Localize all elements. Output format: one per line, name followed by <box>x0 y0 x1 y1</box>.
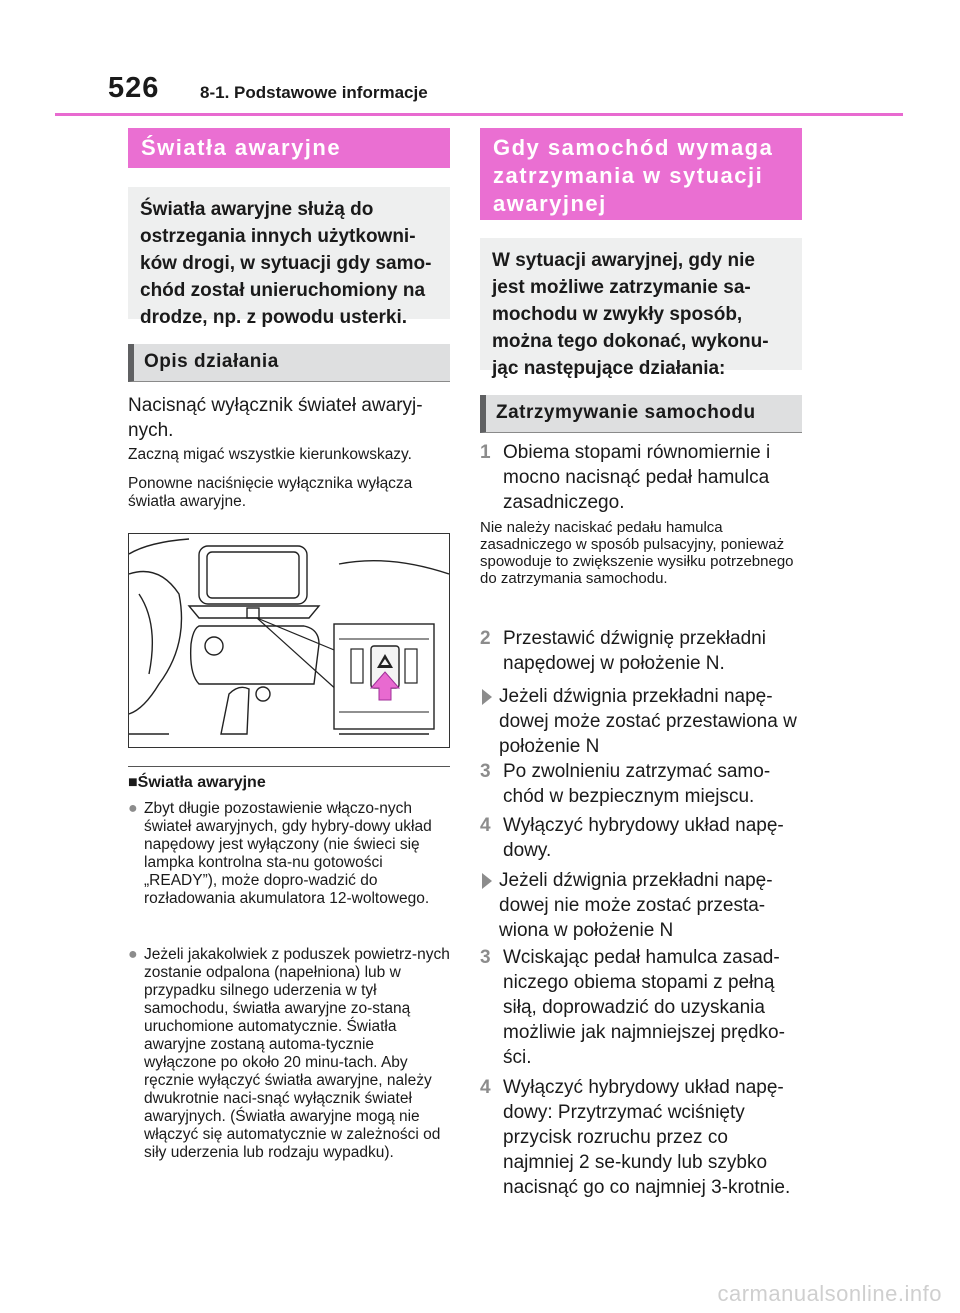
note-airbag: Jeżeli jakakolwiek z poduszek powietrz-nych zostanie odpalona (napełniona) lub w przypadku silnego uderzenia w tył samochodu, światła awaryjne zo-staną uruchomione automatycznie. Światła awaryjne zostaną automa-tycznie wyłączone po około 20 minu-tach. Aby ręcznie wyłączyć światła awaryjne, należy dwukrotnie naci-snąć wyłącznik świateł awaryjnych. (Światła awaryjne mogą nie włączyć się automatycznie w zależności od siły uderzenia lub rodzaju wypadku). <box>144 946 450 1161</box>
step-3a-text: Po zwolnieniu zatrzymać samo-chód w bezpiecznym miejscu. <box>503 761 771 807</box>
step-2-text: Przestawić dźwignię przekładni napędowej w położenie N. <box>503 628 766 674</box>
notes-divider <box>128 766 450 767</box>
hazard-lights-title: Światła awaryjne <box>128 128 450 168</box>
hazard-lights-intro: Światła awaryjne służą do ostrzegania innych użytkowni-ków drogi, w sytuacji gdy samo-chód został unieruchomiony na drodze, np. z powodu usterki. <box>128 187 450 319</box>
operation-note-off: Ponowne naciśnięcie wyłącznika wyłącza światła awaryjne. <box>128 475 413 510</box>
operation-instruction: Nacisnąć wyłącznik świateł awaryj-nych. <box>128 395 423 441</box>
case-shift-impossible: Jeżeli dźwignia przekładni napę-dowej nie może zostać przesta-wiona w położenie N <box>499 870 773 941</box>
step-4b-text: Wyłączyć hybrydowy układ napę-dowy: Przytrzymać wciśnięty przycisk rozruchu przez co najmniej 2 se-kundy lub szybko nacisnąć go co najmniej 3-krotnie. <box>503 1077 791 1198</box>
note-battery: Zbyt długie pozostawienie włączo-nych świateł awaryjnych, gdy hybry-dowy układ napędowy jest wyłączony (nie świeci się lampka kontrolna sta-nu gotowości „READY”), może dopro-wadzić do rozładowania akumulatora 12-woltowego. <box>144 800 432 907</box>
case-arrow-icon <box>482 689 492 705</box>
step-1-number: 1 <box>480 442 491 463</box>
emergency-stop-title: Gdy samochód wymaga zatrzymania w sytuacji awaryjnej <box>480 128 802 220</box>
section-label: 8-1. Podstawowe informacje <box>200 83 428 102</box>
step-3a-number: 3 <box>480 761 491 782</box>
bullet-icon: ● <box>128 946 138 963</box>
step-2-number: 2 <box>480 628 491 649</box>
step-4a-number: 4 <box>480 815 491 836</box>
step-3b-number: 3 <box>480 947 491 968</box>
bullet-icon: ● <box>128 800 138 817</box>
dashboard-drawing <box>129 534 449 747</box>
stopping-heading: Zatrzymywanie samochodu <box>480 395 802 433</box>
header-divider <box>55 113 903 116</box>
case-shift-possible: Jeżeli dźwignia przekładni napę-dowej może zostać przestawiona w położenie N <box>499 686 797 757</box>
case-arrow-icon <box>482 873 492 889</box>
operation-heading: Opis działania <box>128 344 450 382</box>
operation-note-blinking: Zaczną migać wszystkie kierunkowskazy. <box>128 446 412 463</box>
page-number: 526 <box>108 72 160 104</box>
emergency-stop-intro: W sytuacji awaryjnej, gdy nie jest możliwe zatrzymanie sa-mochodu w zwykły sposób, można tego dokonać, wykonu-jąc następujące działania: <box>480 238 802 370</box>
step-3b-text: Wciskając pedał hamulca zasad-niczego obiema stopami z pełną siłą, doprowadzić do uzyskania możliwie jak najmniejszej prędko-ści. <box>503 947 785 1068</box>
watermark: carmanualsonline.info <box>717 1281 942 1306</box>
dashboard-illustration <box>128 533 450 748</box>
step-4a-text: Wyłączyć hybrydowy układ napę-dowy. <box>503 815 784 861</box>
notes-title: ■Światła awaryjne <box>128 774 266 791</box>
step-4b-number: 4 <box>480 1077 491 1098</box>
step-1-text: Obiema stopami równomiernie i mocno nacisnąć pedał hamulca zasadniczego. <box>503 442 771 513</box>
step-1-note: Nie należy naciskać pedału hamulca zasadniczego w sposób pulsacyjny, ponieważ spowoduje to zwiększenie wysiłku potrzebnego do zatrzymania samochodu. <box>480 519 794 587</box>
